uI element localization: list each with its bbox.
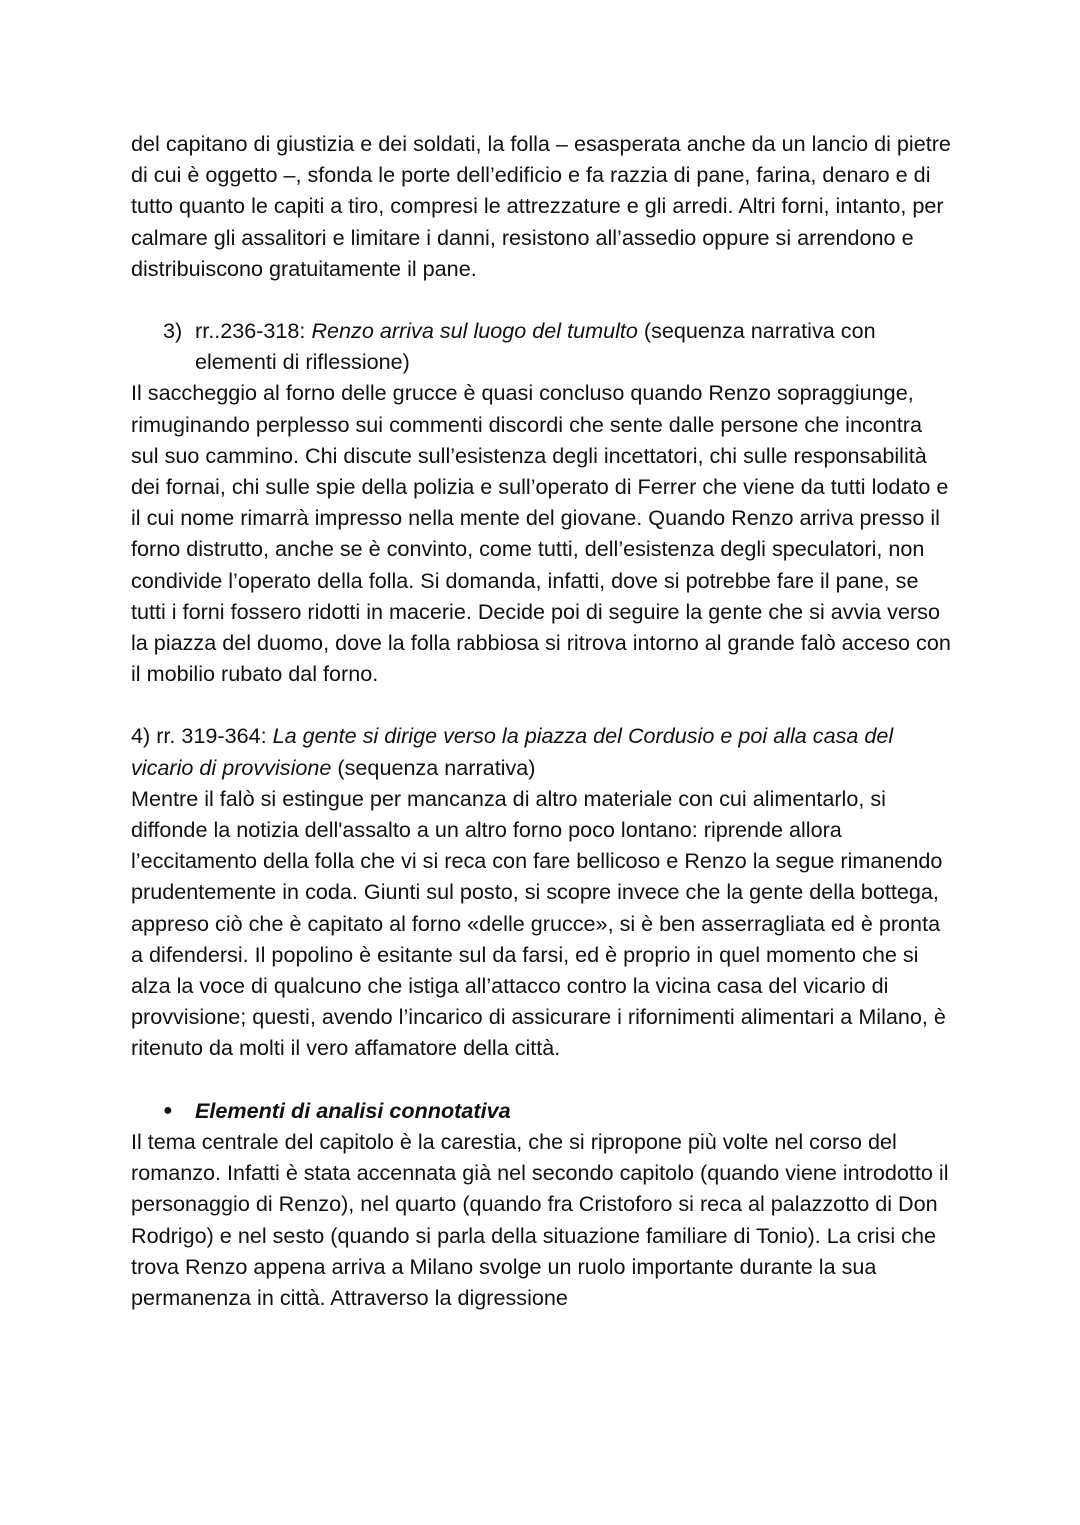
section-4-range: 4) rr. 319-364: [131, 723, 273, 749]
section-4-heading [131, 720, 951, 782]
spacer [131, 1064, 951, 1095]
section-4-paragraph: Mentre il falò si estingue per mancanza di altro materiale con cui alimentarlo, si diffonde la notizia dell'assalto a un altro forno poco lontano: riprende allora l’eccitamento della folla che vi si reca con fare bellicoso e Renzo la segue rimanendo prudentemente in coda. Giunti sul posto, si scopre invece che la gente della bottega, appreso ciò che è capitato al forno «delle grucce», si è ben asserragliata ed è pronta a difendersi. Il popolino è esitante sul da farsi, ed è proprio in quel momento che si alza la voce di qualcuno che istiga all’attacco contro la vicina casa del vicario di provvisione; questi, avendo l’incarico di assicurare i rifornimenti alimentari a Milano, è ritenuto da molti il vero affamatore della città. [131, 785, 946, 1061]
section-3-range: rr..236-318: [195, 318, 312, 344]
section-3-title: Renzo arriva sul luogo del tumulto [311, 318, 638, 344]
section-3-number: 3) [163, 318, 183, 344]
document-page [131, 128, 951, 1313]
bullet-icon: ● [163, 1101, 173, 1119]
spacer [131, 284, 951, 315]
section-3-heading-text [195, 315, 951, 377]
section-4-title: La gente si dirige verso la piazza del Cordusio e poi alla casa del vicario di provvisione [131, 723, 894, 780]
analysis-title: Elementi di analisi connotativa [195, 1097, 511, 1123]
section-3-heading [163, 315, 951, 377]
section-4-type: (sequenza narrativa) [331, 754, 536, 780]
analysis-paragraph: Il tema centrale del capitolo è la carestia, che si ripropone più volte nel corso del romanzo. Infatti è stata accennata già nel secondo capitolo (quando viene introdotto il personaggio di Renzo), nel quarto (quando fra Cristoforo si reca al palazzotto di Don Rodrigo) e nel sesto (quando si parla della situazione familiare di Tonio). La crisi che trova Renzo appena arriva a Milano svolge un ruolo importante durante la sua permanenza in città. Attraverso la digressione [131, 1128, 949, 1310]
section-3-paragraph: Il saccheggio al forno delle grucce è quasi concluso quando Renzo sopraggiunge, rimuginando perplesso sui commenti discordi che sente dalle persone che incontra sul suo cammino. Chi discute sull’esistenza degli incettatori, chi sulle responsabilità dei fornai, chi sulle spie della polizia e sull’operato di Ferrer che viene da tutti lodato e il cui nome rimarrà impresso nella mente del giovane. Quando Renzo arriva presso il forno distrutto, anche se è convinto, come tutti, dell’esistenza degli speculatori, non condivide l’operato della folla. Si domanda, infatti, dove si potrebbe fare il pane, se tutti i forni fossero ridotti in macerie. Decide poi di seguire la gente che si avvia verso la piazza del duomo, dove la folla rabbiosa si ritrova intorno al grande falò acceso con il mobilio rubato dal forno. [131, 380, 951, 687]
spacer [131, 689, 951, 720]
analysis-heading [163, 1095, 951, 1126]
intro-paragraph: del capitano di giustizia e dei soldati, la folla – esasperata anche da un lancio di pietre di cui è oggetto –, sfonda le porte dell’edificio e fa razzia di pane, farina, denaro e di tutto quanto le capiti a tiro, compresi le attrezzature e gli arredi. Altri forni, intanto, per calmare gli assalitori e limitare i danni, resistono all’assedio oppure si arrendono e distribuiscono gratuitamente il pane. [131, 131, 951, 281]
section-3-type: (sequenza narrativa con elementi di riflessione) [195, 318, 876, 375]
